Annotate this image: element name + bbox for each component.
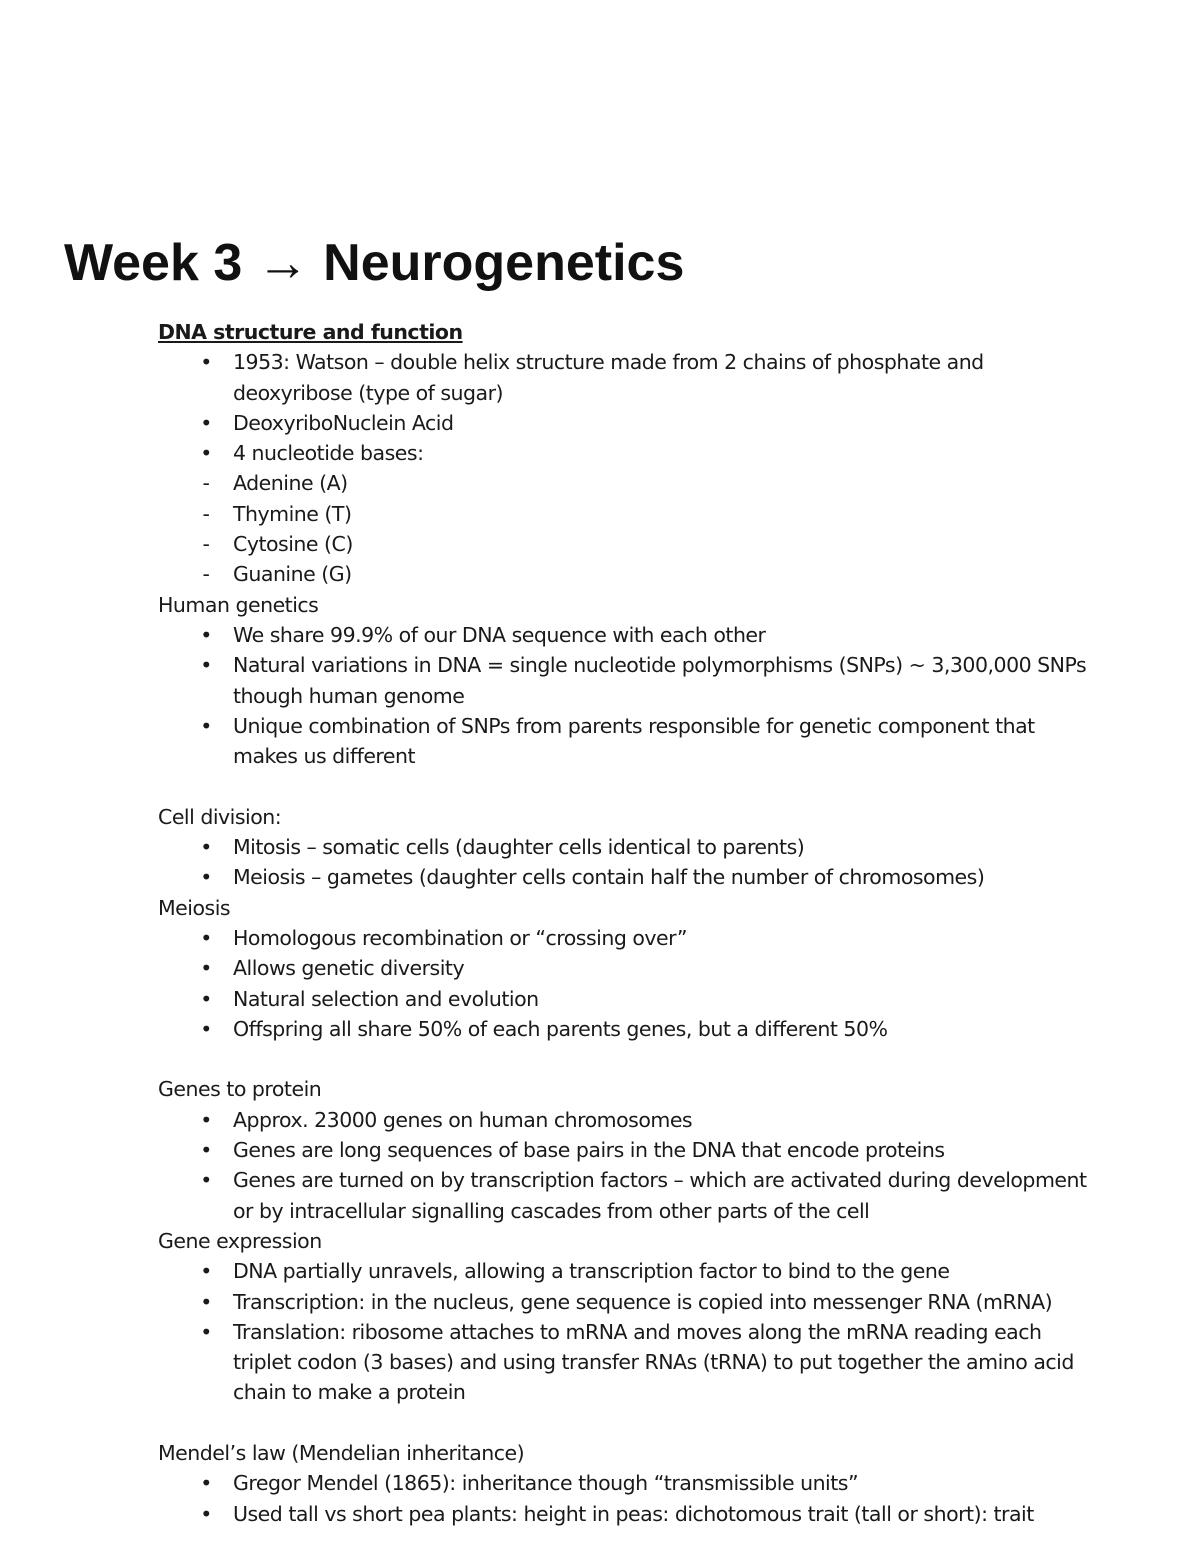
list-item-text: 4 nucleotide bases: bbox=[233, 441, 424, 466]
list-item-text: Natural selection and evolution bbox=[233, 986, 539, 1011]
document-body bbox=[158, 317, 1098, 1526]
dash-marker: - bbox=[202, 501, 210, 526]
list-item-text: Gregor Mendel (1865): inheritance though “transmissible units” bbox=[233, 1471, 859, 1496]
list-item-text: 1953: Watson – double helix structure made from 2 chains of phosphate and deoxyribose (type of sugar) bbox=[233, 350, 984, 405]
list-item bbox=[158, 559, 1098, 589]
bullet-marker: • bbox=[200, 653, 212, 678]
list-item bbox=[158, 1014, 1098, 1044]
list-dna-structure bbox=[158, 347, 1098, 589]
list-item bbox=[158, 1499, 1098, 1529]
list-item-text: Cytosine (C) bbox=[233, 532, 353, 557]
bullet-marker: • bbox=[200, 1107, 212, 1132]
section-heading-genes-to-protein: Genes to protein bbox=[158, 1077, 322, 1102]
list-item-text: Allows genetic diversity bbox=[233, 956, 465, 981]
list-genes-to-protein bbox=[158, 1105, 1098, 1226]
list-item bbox=[158, 468, 1098, 498]
list-item bbox=[158, 1105, 1098, 1135]
bullet-marker: • bbox=[200, 835, 212, 860]
list-item-text: Approx. 23000 genes on human chromosomes bbox=[233, 1107, 693, 1132]
list-cell-division bbox=[158, 832, 1098, 893]
list-item bbox=[158, 1135, 1098, 1165]
bullet-marker: • bbox=[200, 1289, 212, 1314]
bullet-marker: • bbox=[200, 713, 212, 738]
list-item-text: Translation: ribosome attaches to mRNA and moves along the mRNA reading each triplet codon (3 bases) and using transfer RNAs (tRNA) to put together the amino acid chain to make a protein bbox=[233, 1319, 1074, 1405]
bullet-marker: • bbox=[200, 986, 212, 1011]
list-item bbox=[158, 499, 1098, 529]
bullet-marker: • bbox=[200, 1138, 212, 1163]
section-heading-dna-structure: DNA structure and function bbox=[158, 320, 463, 344]
list-item bbox=[158, 438, 1098, 468]
section-heading-mendels-law: Mendel’s law (Mendelian inheritance) bbox=[158, 1440, 525, 1465]
list-item bbox=[158, 984, 1098, 1014]
list-mendels-law bbox=[158, 1468, 1098, 1529]
list-item-text: Transcription: in the nucleus, gene sequence is copied into messenger RNA (mRNA) bbox=[233, 1289, 1053, 1314]
list-item-text: Genes are long sequences of base pairs in the DNA that encode proteins bbox=[233, 1138, 945, 1163]
section-heading-human-genetics: Human genetics bbox=[158, 592, 319, 617]
list-item bbox=[158, 620, 1098, 650]
bullet-marker: • bbox=[200, 1016, 212, 1041]
list-item-text: Homologous recombination or “crossing over” bbox=[233, 925, 688, 950]
list-item bbox=[158, 1317, 1098, 1408]
dash-marker: - bbox=[202, 532, 210, 557]
bullet-marker: • bbox=[200, 1319, 212, 1344]
section-heading-cell-division: Cell division: bbox=[158, 804, 282, 829]
list-gene-expression bbox=[158, 1256, 1098, 1407]
list-human-genetics bbox=[158, 620, 1098, 771]
paragraph-spacer bbox=[158, 771, 1098, 801]
section-heading-gene-expression: Gene expression bbox=[158, 1228, 322, 1253]
list-item-text: DNA partially unravels, allowing a transcription factor to bind to the gene bbox=[233, 1259, 950, 1284]
list-item-text: Adenine (A) bbox=[233, 471, 348, 496]
list-item bbox=[158, 408, 1098, 438]
page-title: Week 3 → Neurogenetics bbox=[64, 234, 685, 292]
list-item-text: Guanine (G) bbox=[233, 562, 352, 587]
list-item-text: DeoxyriboNuclein Acid bbox=[233, 410, 454, 435]
list-item bbox=[158, 923, 1098, 953]
list-item bbox=[158, 832, 1098, 862]
list-item bbox=[158, 1287, 1098, 1317]
list-item-text: Used tall vs short pea plants: height in peas: dichotomous trait (tall or short): trait bbox=[233, 1501, 1034, 1526]
list-meiosis bbox=[158, 923, 1098, 1044]
dash-marker: - bbox=[202, 562, 210, 587]
list-item bbox=[158, 347, 1098, 408]
bullet-marker: • bbox=[200, 1471, 212, 1496]
list-item-text: Meiosis – gametes (daughter cells contain half the number of chromosomes) bbox=[233, 865, 985, 890]
dash-marker: - bbox=[202, 471, 210, 496]
bullet-marker: • bbox=[200, 1259, 212, 1284]
paragraph-spacer bbox=[158, 1408, 1098, 1438]
list-item-text: We share 99.9% of our DNA sequence with each other bbox=[233, 622, 766, 647]
bullet-marker: • bbox=[200, 1501, 212, 1526]
bullet-marker: • bbox=[200, 350, 212, 375]
bullet-marker: • bbox=[200, 622, 212, 647]
list-item-text: Unique combination of SNPs from parents responsible for genetic component that makes us different bbox=[233, 713, 1035, 769]
list-item bbox=[158, 650, 1098, 711]
bullet-marker: • bbox=[200, 410, 212, 435]
list-item-text: Mitosis – somatic cells (daughter cells identical to parents) bbox=[233, 835, 805, 860]
paragraph-spacer bbox=[158, 1044, 1098, 1074]
list-item bbox=[158, 953, 1098, 983]
list-item bbox=[158, 862, 1098, 892]
bullet-marker: • bbox=[200, 925, 212, 950]
list-item-text: Thymine (T) bbox=[233, 501, 352, 526]
bullet-marker: • bbox=[200, 1168, 212, 1193]
list-item bbox=[158, 1468, 1098, 1498]
list-item bbox=[158, 529, 1098, 559]
bullet-marker: • bbox=[200, 441, 212, 466]
bullet-marker: • bbox=[200, 865, 212, 890]
section-heading-meiosis: Meiosis bbox=[158, 895, 231, 920]
list-item bbox=[158, 1256, 1098, 1286]
list-item bbox=[158, 711, 1098, 772]
list-item-text: Offspring all share 50% of each parents genes, but a different 50% bbox=[233, 1016, 888, 1041]
list-item-text: Genes are turned on by transcription factors – which are activated during development or by intracellular signalling cascades from other parts of the cell bbox=[233, 1168, 1087, 1223]
list-item bbox=[158, 1165, 1098, 1226]
bullet-marker: • bbox=[200, 956, 212, 981]
list-item-text: Natural variations in DNA = single nucleotide polymorphisms (SNPs) ~ 3,300,000 SNPs though human genome bbox=[233, 653, 1087, 708]
